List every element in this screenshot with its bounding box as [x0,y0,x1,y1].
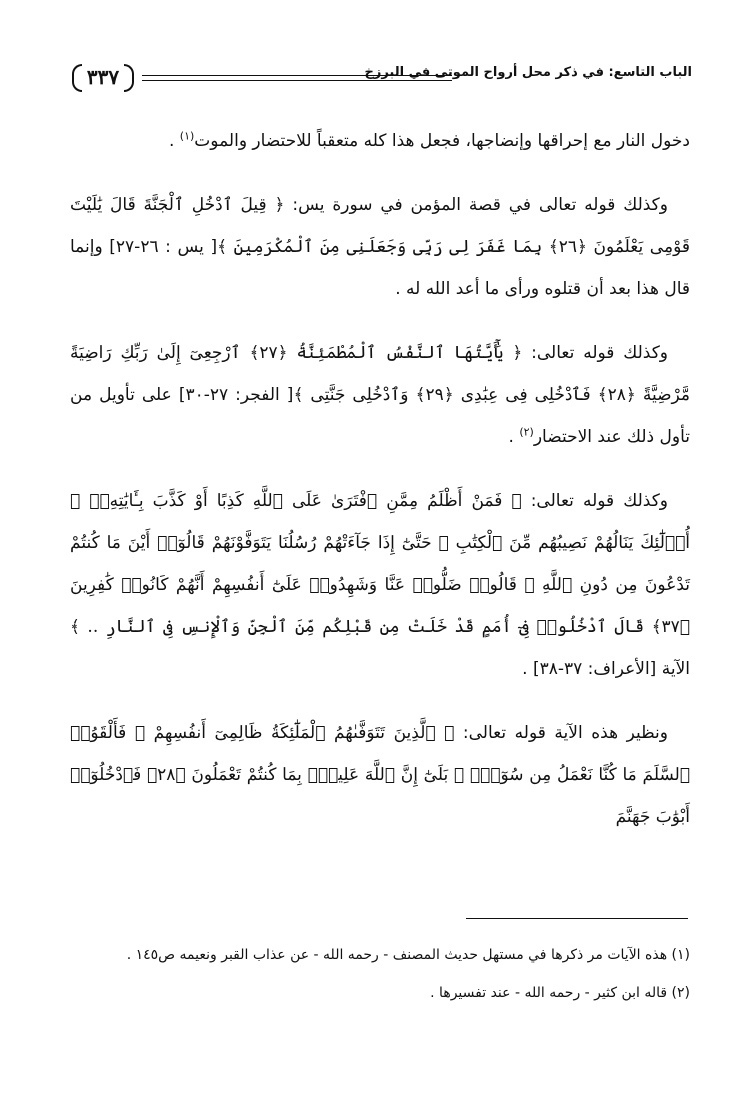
paragraph [70,712,690,838]
body-text: الآية [الأعراف: ٣٧-٣٨] . [522,659,690,679]
page-number-text: ٣٣٧ [86,65,120,89]
footnote-1: (١) هذه الآيات مر ذكرها في مستهل حديث المصنف - رحمه الله - عن عذاب القبر ونعيمه ص١٤٥ . [126,947,690,963]
body-text: [ يس : ٢٦-٢٧] وإنما قال هذا بعد أن قتلوه ورأى ما أعد الله له . [70,237,690,299]
quran-verse: ﴿ يَٰٓأَيَّتُهَا ٱلنَّفْسُ ٱلْمُطْمَئِنَّةُ ﴿٢٧﴾ ٱرْجِعِىٓ إِلَىٰ رَبِّكِ رَاضِيَةً مَّرْضِيَّةً ﴿٢٨﴾ فَٱدْخُلِى فِى عِبَٰدِى ﴿٢٩﴾ وَٱدْخُلِى جَنَّتِى ﴾ [70,343,691,405]
main-text [70,120,690,860]
footnote-reference: (٢) [519,425,534,439]
body-text: وكذلك قوله تعالى: [522,343,669,363]
paragraph [70,480,690,690]
page-number [72,62,134,92]
body-text: وكذلك قوله تعالى: [521,491,668,511]
body-text: دخول النار مع إحراقها وإنضاجها، فجعل هذا كله متعقباً للاحتضار والموت [194,131,690,151]
quran-verse: ﴿ قِيلَ ٱدْخُلِ ٱلْجَنَّةَ قَالَ يَٰلَيْتَ قَوْمِى يَعْلَمُونَ ﴿٢٦﴾ بِمَا غَفَرَ لِى رَبِّى وَجَعَلَنِى مِنَ ٱلْمُكْرَمِينَ ﴾ [70,195,690,257]
footnote-separator [466,918,688,919]
footnote-reference: (١) [179,129,195,143]
quran-verse: ﴿ ٱلَّذِينَ تَتَوَفَّىٰهُمُ ٱلْمَلَٰٓئِكَةُ ظَالِمِىٓ أَنفُسِهِمْ ۖ فَأَلْقَوُا۟ ٱلسَّلَمَ مَا كُنَّا نَعْمَلُ مِن سُوٓءٍۭ ۚ بَلَىٰٓ إِنَّ ٱللَّهَ عَلِيمٌۢ بِمَا كُنتُمْ تَعْمَلُونَ ﴿٢٨﴾ فَٱدْخُلُوٓا۟ أَبْوَٰبَ جَهَنَّمَ [70,723,690,827]
quran-verse: ﴿ فَمَنْ أَظْلَمُ مِمَّنِ ٱفْتَرَىٰ عَلَى ٱللَّهِ كَذِبًا أَوْ كَذَّبَ بِـَٔايَٰتِهِۦٓ ۚ أُو۟لَٰٓئِكَ يَنَالُهُمْ نَصِيبُهُم مِّنَ ٱلْكِتَٰبِ ۖ حَتَّىٰٓ إِذَا جَآءَتْهُمْ رُسُلُنَا يَتَوَفَّوْنَهُمْ قَالُوٓا۟ أَيْنَ مَا كُنتُمْ تَدْعُونَ مِن دُونِ ٱللَّهِ ۖ قَالُوا۟ ضَلُّوا۟ عَنَّا وَشَهِدُوا۟ عَلَىٰٓ أَنفُسِهِمْ أَنَّهُمْ كَانُوا۟ كَٰفِرِينَ ﴿٣٧﴾ قَالَ ٱدْخُلُوا۟ فِىٓ أُمَمٍ قَدْ خَلَتْ مِن قَبْلِكُم مِّنَ ٱلْجِنِّ وَٱلْإِنسِ فِى ٱلنَّارِ .. ﴾ [70,491,690,637]
running-title: الباب التاسع: في ذكر محل أرواح الموتى في البرزخ [364,65,692,80]
page-header [72,62,692,96]
paragraph [70,120,690,162]
body-text: ونظير هذه الآية قوله تعالى: [454,723,668,743]
body-text: [ الفجر: ٢٧-٣٠] على تأويل من تأول ذلك عند الاحتضار [70,385,690,447]
paragraph [70,184,690,310]
footnote-2: (٢) قاله ابن كثير - رحمه الله - عند تفسيرها . [430,985,690,1001]
body-text: . [168,131,180,151]
footnotes [70,936,690,1012]
body-text: . [508,427,520,447]
body-text: وكذلك قوله تعالى في قصة المؤمن في سورة يس: [284,195,668,215]
paragraph [70,332,690,458]
